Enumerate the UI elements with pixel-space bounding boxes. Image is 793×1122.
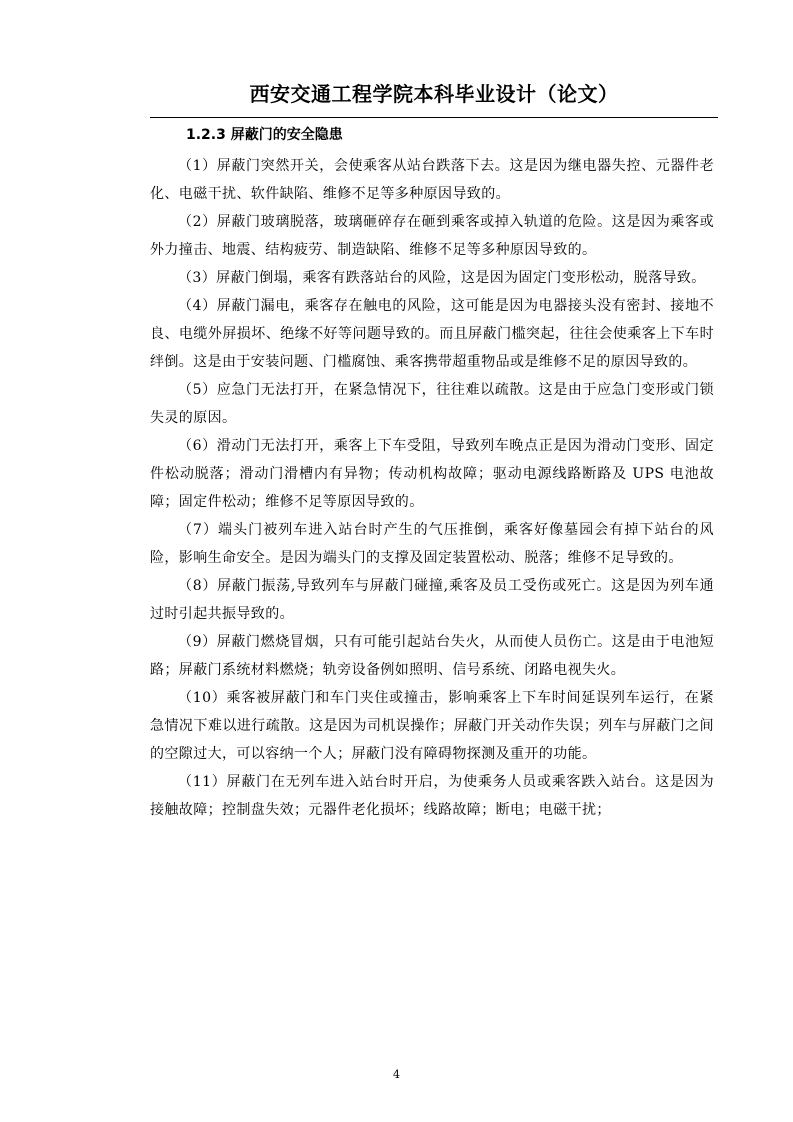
page-header-title: 西安交通工程学院本科毕业设计（论文） <box>249 82 619 106</box>
section-heading: 1.2.3 屏蔽门的安全隐患 <box>186 127 343 143</box>
paragraph-9: （9）屏蔽门燃烧冒烟，只有可能引起站台失火，从而使人员伤亡。这是由于电池短路；屏蔽门系统材料燃烧；轨旁设备例如照明、信号系统、闭路电视失火。 <box>150 634 714 678</box>
paragraph-5: （5）应急门无法打开，在紧急情况下，往往难以疏散。这是由于应急门变形或门锁失灵的原因。 <box>150 382 714 426</box>
paragraph-7: （7）端头门被列车进入站台时产生的气压推倒，乘客好像墓园会有掉下站台的风险，影响生命安全。是因为端头门的支撑及固定装置松动、脱落；维修不足导致的。 <box>150 522 714 566</box>
paragraph-10: （10）乘客被屏蔽门和车门夹住或撞击，影响乘客上下车时间延误列车运行，在紧急情况下难以进行疏散。这是因为司机误操作；屏蔽门开关动作失误；列车与屏蔽门之间的空隙过大，可以容纳一个人；屏蔽门没有障碍物探测及重开的功能。 <box>150 690 714 762</box>
header-divider <box>150 117 718 118</box>
paragraph-3: （3）屏蔽门倒塌，乘客有跌落站台的风险，这是因为固定门变形松动，脱落导致。 <box>178 270 706 286</box>
paragraph-2: （2）屏蔽门玻璃脱落，玻璃砸碎存在砸到乘客或掉入轨道的危险。这是因为乘客或外力撞击、地震、结构疲劳、制造缺陷、维修不足等多种原因导致的。 <box>150 214 714 258</box>
paragraph-1: （1）屏蔽门突然开关，会使乘客从站台跌落下去。这是因为继电器失控、元器件老化、电磁干扰、软件缺陷、维修不足等多种原因导致的。 <box>150 158 714 202</box>
page-number: 4 <box>393 1068 400 1081</box>
paragraph-8: （8）屏蔽门振荡,导致列车与屏蔽门碰撞,乘客及员工受伤或死亡。这是因为列车通过时引起共振导致的。 <box>150 578 714 622</box>
paragraph-11: （11）屏蔽门在无列车进入站台时开启，为使乘务人员或乘客跌入站台。这是因为接触故障；控制盘失效；元器件老化损坏；线路故障；断电；电磁干扰； <box>150 774 714 818</box>
body-text <box>150 152 714 824</box>
paragraph-6: （6）滑动门无法打开，乘客上下车受阻，导致列车晚点正是因为滑动门变形、固定件松动脱落；滑动门滑槽内有异物；传动机构故障；驱动电源线路断路及 UPS 电池故障；固定件松动；维修不足等原因导致的。 <box>150 438 714 510</box>
paragraph-4: （4）屏蔽门漏电，乘客存在触电的风险，这可能是因为电器接头没有密封、接地不良、电缆外屏损坏、绝缘不好等问题导致的。而且屏蔽门槛突起，往往会使乘客上下车时绊倒。这是由于安装问题、门槛腐蚀、乘客携带超重物品或是维修不足的原因导致的。 <box>150 298 714 370</box>
